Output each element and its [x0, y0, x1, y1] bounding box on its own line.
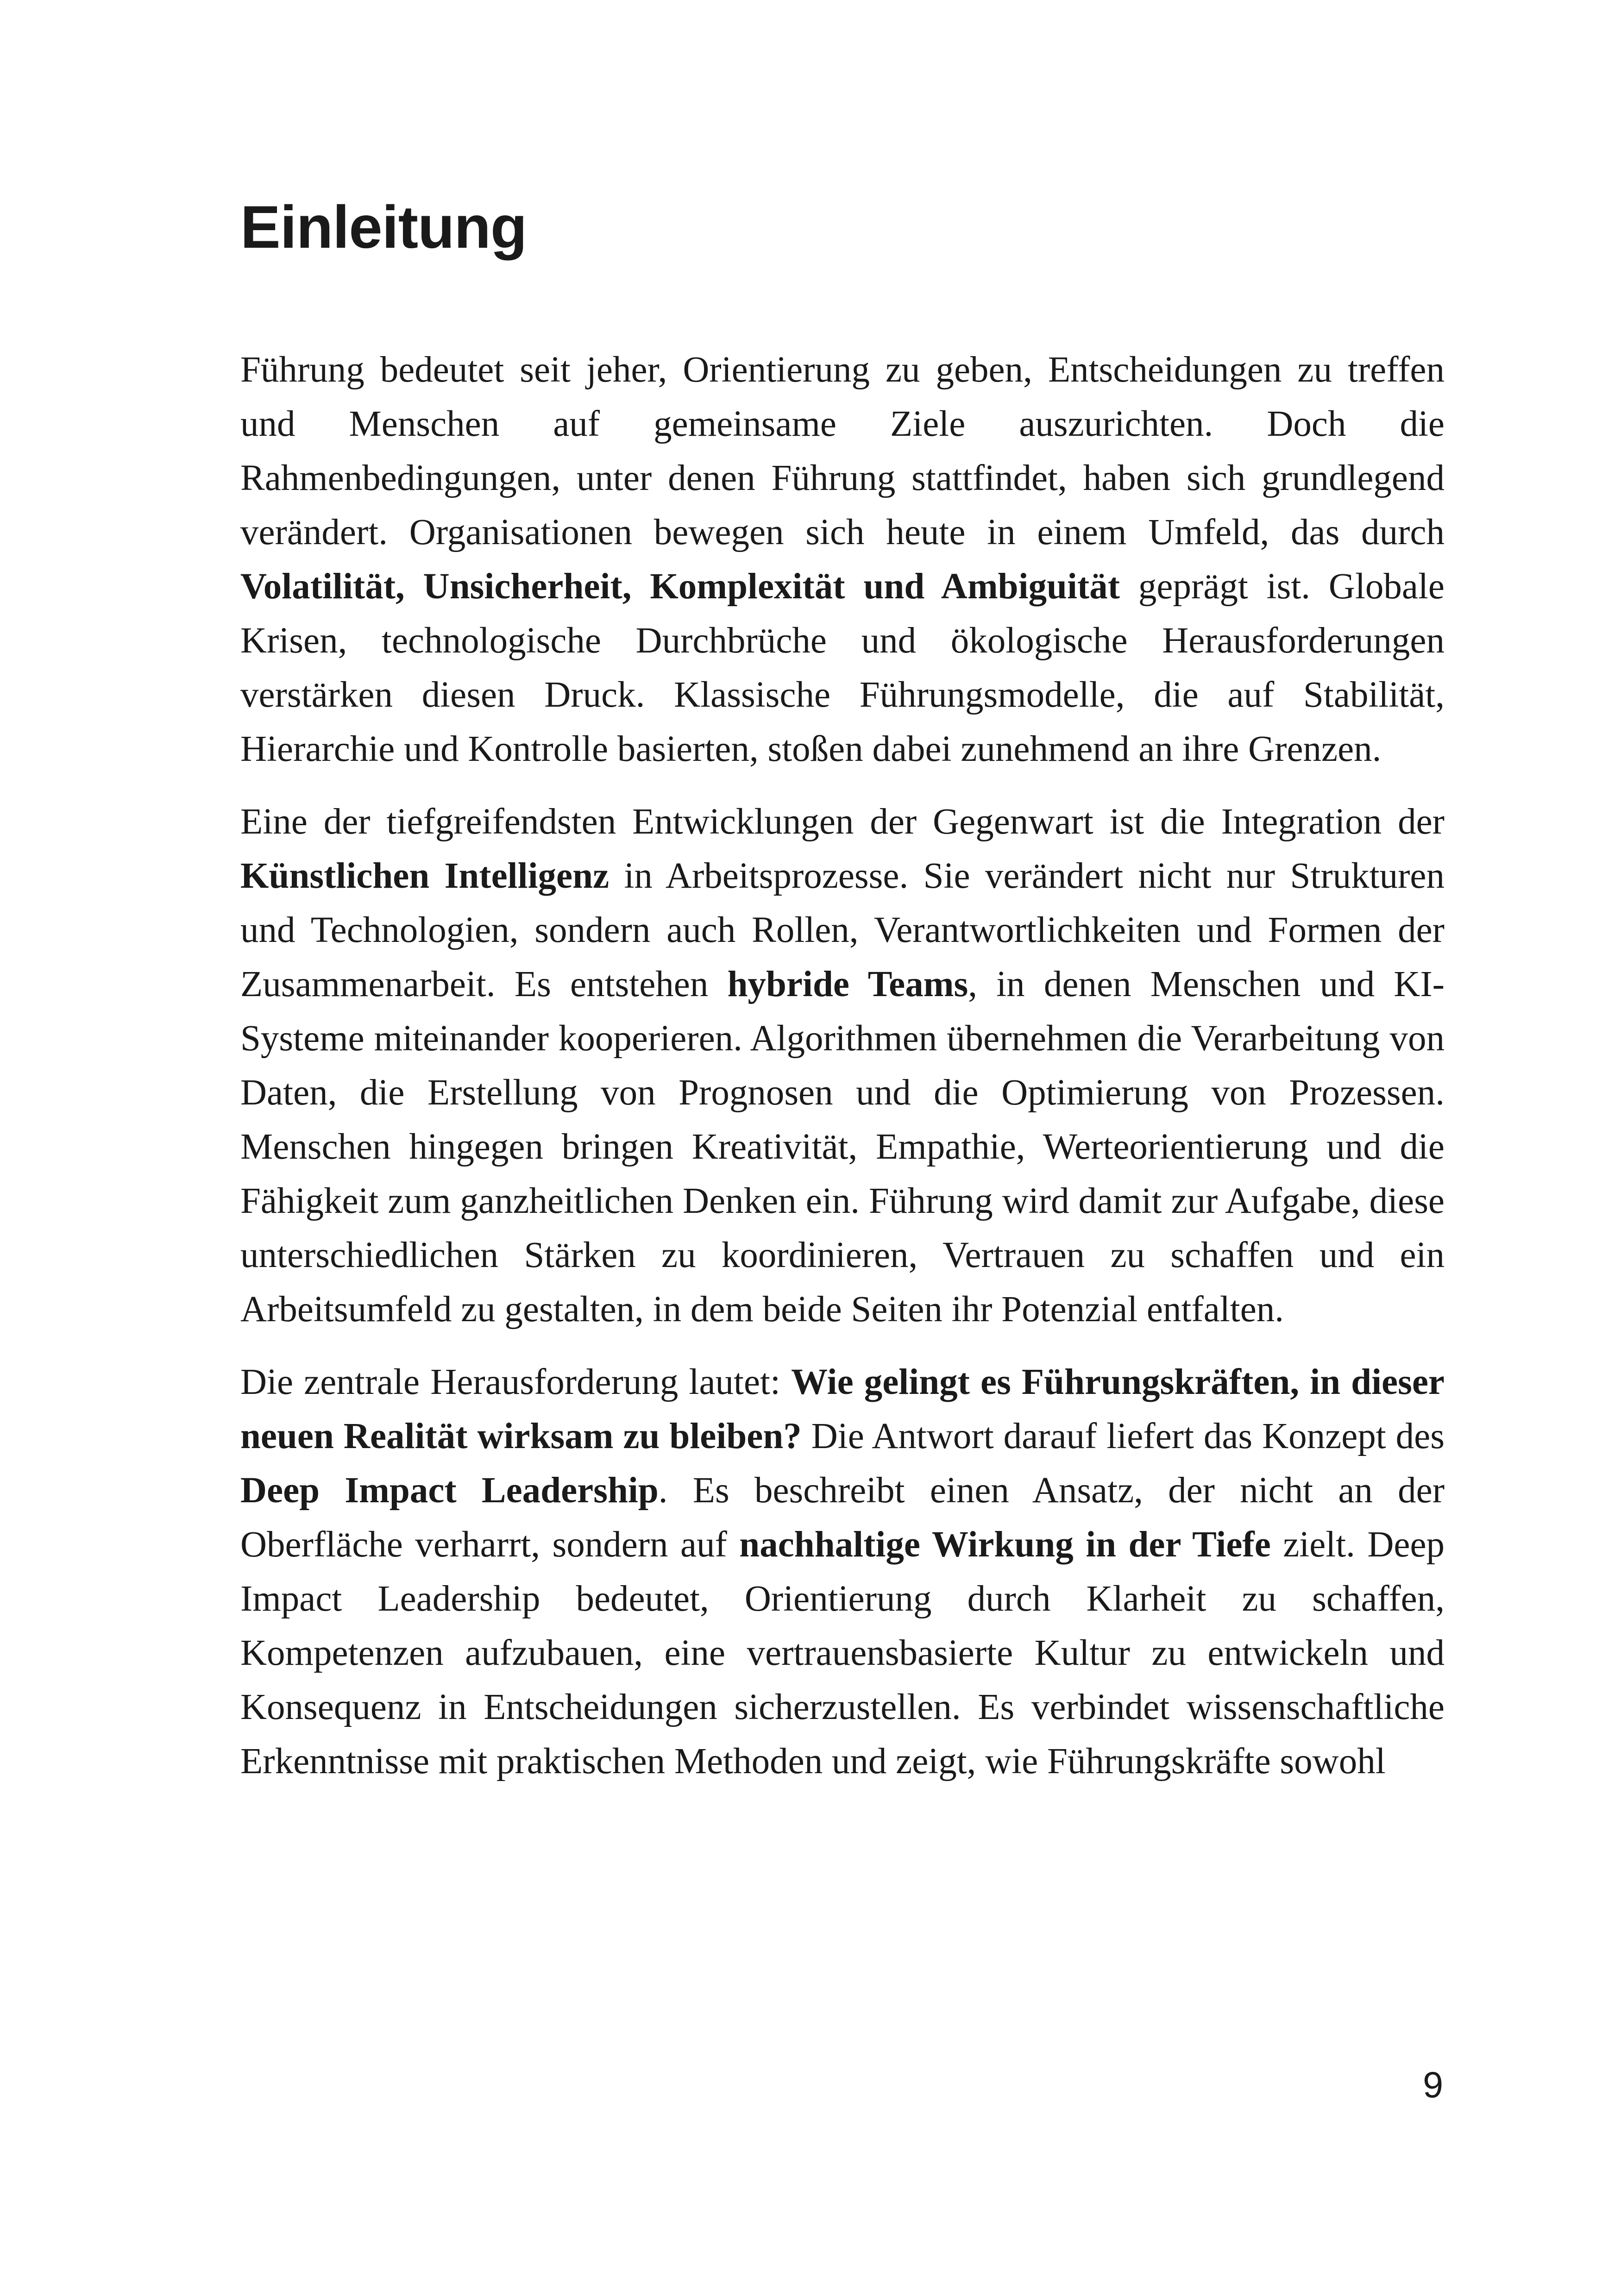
text-run: Die zentrale Herausforderung lautet:: [240, 1362, 792, 1402]
bold-text-run: Künstlichen Intelligenz: [240, 856, 609, 896]
text-run: Die Antwort darauf liefert das Konzept des: [801, 1416, 1445, 1456]
body-text: [240, 343, 1445, 1788]
bold-text-run: hybride Teams: [727, 964, 968, 1004]
page-number: 9: [1423, 2064, 1443, 2105]
text-run: Führung bedeutet seit jeher, Orientierung zu geben, Entscheidungen zu treffen und Menschen auf gemeinsame Ziele auszurichten. Doch die Rahmenbedingungen, unter denen Führung stattfindet, haben sich grundlegend verändert. Organisationen bewegen sich heute in einem Umfeld, das durch: [240, 350, 1445, 552]
bold-text-run: nachhaltige Wirkung in der Tiefe: [739, 1524, 1271, 1565]
text-run: . Es beschreibt einen Ansatz, der nicht an der Oberfläche verharrt, sondern auf: [240, 1470, 1445, 1565]
text-run: in Arbeitsprozesse. Sie verändert nicht nur Strukturen und Technologien, sondern auch Rollen, Verantwortlichkeiten und Formen der Zusammenarbeit. Es entstehen: [240, 856, 1445, 1004]
text-run: , in denen Menschen und KI-Systeme miteinander kooperieren. Algorithmen übernehmen die Verarbeitung von Daten, die Erstellung von Prognosen und die Optimierung von Prozessen. Menschen hingegen bringen Kreativität, Empathie, Werteorientierung und die Fähigkeit zum ganzheitlichen Denken ein. Führung wird damit zur Aufgabe, diese unterschiedlichen Stärken zu koordinieren, Vertrauen zu schaffen und ein Arbeitsumfeld zu gestalten, in dem beide Seiten ihr Potenzial entfalten.: [240, 964, 1445, 1330]
chapter-heading: Einleitung: [240, 193, 527, 261]
paragraph: [240, 1355, 1445, 1788]
paragraph: [240, 795, 1445, 1336]
paragraph: [240, 343, 1445, 776]
bold-text-run: Volatilität, Unsicherheit, Komplexität und Ambiguität: [240, 566, 1120, 607]
bold-text-run: Deep Impact Leadership: [240, 1470, 659, 1511]
bold-text-run: Wie gelingt es Führungskräften, in dieser neuen Realität wirksam zu bleiben?: [240, 1362, 1445, 1456]
text-run: zielt. Deep Impact Leadership bedeutet, Orientierung durch Klarheit zu schaffen, Kompetenzen aufzubauen, eine vertrauensbasierte Kultur zu entwickeln und Konsequenz in Entscheidungen sicherzustellen. Es verbindet wissenschaftliche Erkenntnisse mit praktischen Methoden und zeigt, wie Führungskräfte sowohl: [240, 1524, 1445, 1782]
text-run: Eine der tiefgreifendsten Entwicklungen der Gegenwart ist die Integration der: [240, 802, 1445, 842]
text-run: geprägt ist. Globale Krisen, technologische Durchbrüche und ökologische Herausforderungen verstärken diesen Druck. Klassische Führungsmodelle, die auf Stabilität, Hierarchie und Kontrolle basierten, stoßen dabei zunehmend an ihre Grenzen.: [240, 566, 1445, 769]
